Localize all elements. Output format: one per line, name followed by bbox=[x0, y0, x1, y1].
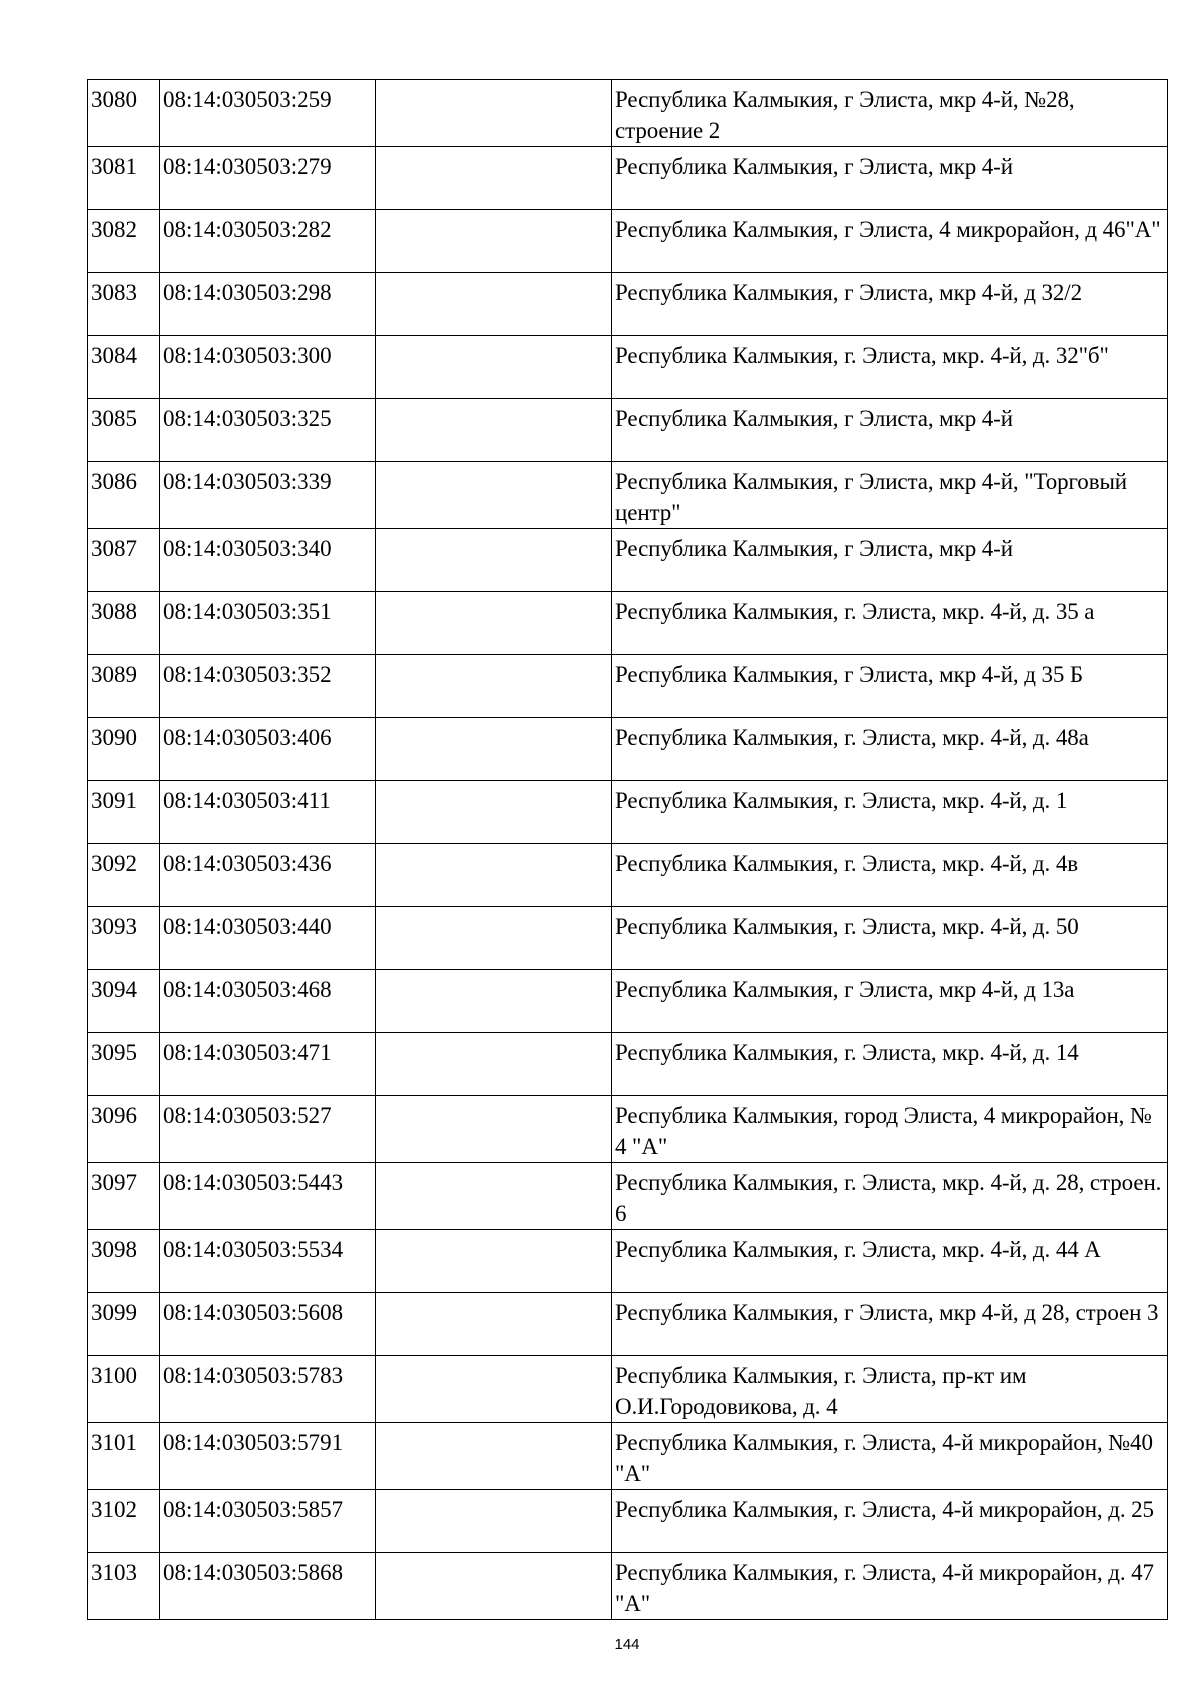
cell-empty bbox=[376, 1553, 612, 1620]
cell-cadastral-number: 08:14:030503:471 bbox=[160, 1033, 376, 1096]
cell-cadastral-number: 08:14:030503:5868 bbox=[160, 1553, 376, 1620]
cell-address: Республика Калмыкия, г. Элиста, 4-й микрорайон, д. 47 "А" bbox=[612, 1553, 1168, 1620]
cell-empty bbox=[376, 273, 612, 336]
table-row bbox=[88, 336, 1168, 399]
cell-empty bbox=[376, 1096, 612, 1163]
cell-address: Республика Калмыкия, г. Элиста, мкр. 4-й, д. 4в bbox=[612, 844, 1168, 907]
cell-row-number: 3088 bbox=[88, 592, 160, 655]
cell-empty bbox=[376, 1423, 612, 1490]
cell-row-number: 3086 bbox=[88, 462, 160, 529]
cell-row-number: 3085 bbox=[88, 399, 160, 462]
cell-address: Республика Калмыкия, г Элиста, мкр 4-й bbox=[612, 529, 1168, 592]
cell-address: Республика Калмыкия, г. Элиста, мкр. 4-й, д. 35 а bbox=[612, 592, 1168, 655]
table-row bbox=[88, 592, 1168, 655]
table-row bbox=[88, 1553, 1168, 1620]
registry-table bbox=[87, 79, 1168, 1620]
table-row bbox=[88, 80, 1168, 147]
cell-cadastral-number: 08:14:030503:5608 bbox=[160, 1293, 376, 1356]
cell-cadastral-number: 08:14:030503:339 bbox=[160, 462, 376, 529]
registry-table-body bbox=[88, 80, 1168, 1620]
cell-row-number: 3083 bbox=[88, 273, 160, 336]
cell-row-number: 3101 bbox=[88, 1423, 160, 1490]
table-row bbox=[88, 399, 1168, 462]
cell-cadastral-number: 08:14:030503:298 bbox=[160, 273, 376, 336]
cell-row-number: 3089 bbox=[88, 655, 160, 718]
table-row bbox=[88, 907, 1168, 970]
cell-address: Республика Калмыкия, г Элиста, мкр 4-й, д 32/2 bbox=[612, 273, 1168, 336]
cell-cadastral-number: 08:14:030503:5534 bbox=[160, 1230, 376, 1293]
table-row bbox=[88, 844, 1168, 907]
cell-row-number: 3093 bbox=[88, 907, 160, 970]
cell-cadastral-number: 08:14:030503:5857 bbox=[160, 1490, 376, 1553]
cell-row-number: 3095 bbox=[88, 1033, 160, 1096]
cell-address: Республика Калмыкия, г. Элиста, мкр. 4-й, д. 44 А bbox=[612, 1230, 1168, 1293]
cell-address: Республика Калмыкия, г. Элиста, мкр. 4-й, д. 28, строен. 6 bbox=[612, 1163, 1168, 1230]
cell-row-number: 3094 bbox=[88, 970, 160, 1033]
cell-cadastral-number: 08:14:030503:325 bbox=[160, 399, 376, 462]
cell-address: Республика Калмыкия, г. Элиста, мкр. 4-й, д. 50 bbox=[612, 907, 1168, 970]
page-number: 144 bbox=[614, 1636, 640, 1653]
cell-row-number: 3081 bbox=[88, 147, 160, 210]
table-row bbox=[88, 1163, 1168, 1230]
cell-row-number: 3084 bbox=[88, 336, 160, 399]
table-row bbox=[88, 1033, 1168, 1096]
table-row bbox=[88, 210, 1168, 273]
cell-empty bbox=[376, 1163, 612, 1230]
cell-address: Республика Калмыкия, г. Элиста, мкр. 4-й, д. 48а bbox=[612, 718, 1168, 781]
cell-empty bbox=[376, 781, 612, 844]
cell-cadastral-number: 08:14:030503:282 bbox=[160, 210, 376, 273]
cell-empty bbox=[376, 718, 612, 781]
cell-empty bbox=[376, 399, 612, 462]
table-row bbox=[88, 1230, 1168, 1293]
cell-address: Республика Калмыкия, г Элиста, 4 микрорайон, д 46"А" bbox=[612, 210, 1168, 273]
cell-row-number: 3096 bbox=[88, 1096, 160, 1163]
cell-cadastral-number: 08:14:030503:406 bbox=[160, 718, 376, 781]
table-row bbox=[88, 781, 1168, 844]
cell-cadastral-number: 08:14:030503:5443 bbox=[160, 1163, 376, 1230]
table-row bbox=[88, 1356, 1168, 1423]
cell-empty bbox=[376, 592, 612, 655]
cell-cadastral-number: 08:14:030503:436 bbox=[160, 844, 376, 907]
cell-empty bbox=[376, 844, 612, 907]
cell-address: Республика Калмыкия, г. Элиста, 4-й микрорайон, д. 25 bbox=[612, 1490, 1168, 1553]
cell-row-number: 3102 bbox=[88, 1490, 160, 1553]
cell-row-number: 3103 bbox=[88, 1553, 160, 1620]
cell-empty bbox=[376, 1033, 612, 1096]
table-row bbox=[88, 273, 1168, 336]
cell-address: Республика Калмыкия, г Элиста, мкр 4-й, д 13а bbox=[612, 970, 1168, 1033]
cell-row-number: 3099 bbox=[88, 1293, 160, 1356]
cell-empty bbox=[376, 529, 612, 592]
table-row bbox=[88, 147, 1168, 210]
cell-row-number: 3092 bbox=[88, 844, 160, 907]
cell-address: Республика Калмыкия, г Элиста, мкр 4-й, д 35 Б bbox=[612, 655, 1168, 718]
cell-address: Республика Калмыкия, г Элиста, мкр 4-й, "Торговый центр" bbox=[612, 462, 1168, 529]
cell-row-number: 3090 bbox=[88, 718, 160, 781]
table-row bbox=[88, 529, 1168, 592]
cell-empty bbox=[376, 907, 612, 970]
cell-cadastral-number: 08:14:030503:411 bbox=[160, 781, 376, 844]
cell-row-number: 3080 bbox=[88, 80, 160, 147]
cell-address: Республика Калмыкия, г Элиста, мкр 4-й, №28, строение 2 bbox=[612, 80, 1168, 147]
cell-cadastral-number: 08:14:030503:468 bbox=[160, 970, 376, 1033]
cell-empty bbox=[376, 336, 612, 399]
cell-cadastral-number: 08:14:030503:5783 bbox=[160, 1356, 376, 1423]
cell-address: Республика Калмыкия, г Элиста, мкр 4-й bbox=[612, 399, 1168, 462]
cell-address: Республика Калмыкия, г. Элиста, 4-й микрорайон, №40 "А" bbox=[612, 1423, 1168, 1490]
cell-address: Республика Калмыкия, г Элиста, мкр 4-й bbox=[612, 147, 1168, 210]
cell-cadastral-number: 08:14:030503:440 bbox=[160, 907, 376, 970]
cell-row-number: 3100 bbox=[88, 1356, 160, 1423]
cell-row-number: 3098 bbox=[88, 1230, 160, 1293]
table-row bbox=[88, 970, 1168, 1033]
cell-cadastral-number: 08:14:030503:279 bbox=[160, 147, 376, 210]
cell-address: Республика Калмыкия, г. Элиста, мкр. 4-й, д. 32"б" bbox=[612, 336, 1168, 399]
cell-empty bbox=[376, 1490, 612, 1553]
table-row bbox=[88, 655, 1168, 718]
cell-address: Республика Калмыкия, город Элиста, 4 микрорайон, № 4 "А" bbox=[612, 1096, 1168, 1163]
cell-empty bbox=[376, 1356, 612, 1423]
cell-empty bbox=[376, 147, 612, 210]
table-row bbox=[88, 1490, 1168, 1553]
cell-cadastral-number: 08:14:030503:352 bbox=[160, 655, 376, 718]
cell-cadastral-number: 08:14:030503:351 bbox=[160, 592, 376, 655]
cell-address: Республика Калмыкия, г. Элиста, мкр. 4-й, д. 1 bbox=[612, 781, 1168, 844]
cell-cadastral-number: 08:14:030503:259 bbox=[160, 80, 376, 147]
cell-cadastral-number: 08:14:030503:340 bbox=[160, 529, 376, 592]
cell-cadastral-number: 08:14:030503:5791 bbox=[160, 1423, 376, 1490]
cell-empty bbox=[376, 80, 612, 147]
cell-address: Республика Калмыкия, г Элиста, мкр 4-й, д 28, строен 3 bbox=[612, 1293, 1168, 1356]
cell-empty bbox=[376, 655, 612, 718]
cell-cadastral-number: 08:14:030503:527 bbox=[160, 1096, 376, 1163]
cell-empty bbox=[376, 210, 612, 273]
cell-address: Республика Калмыкия, г. Элиста, пр-кт им О.И.Городовикова, д. 4 bbox=[612, 1356, 1168, 1423]
cell-empty bbox=[376, 462, 612, 529]
table-row bbox=[88, 1096, 1168, 1163]
table-row bbox=[88, 718, 1168, 781]
cell-row-number: 3082 bbox=[88, 210, 160, 273]
cell-empty bbox=[376, 970, 612, 1033]
cell-address: Республика Калмыкия, г. Элиста, мкр. 4-й, д. 14 bbox=[612, 1033, 1168, 1096]
cell-row-number: 3087 bbox=[88, 529, 160, 592]
cell-empty bbox=[376, 1293, 612, 1356]
table-row bbox=[88, 1423, 1168, 1490]
cell-row-number: 3091 bbox=[88, 781, 160, 844]
cell-row-number: 3097 bbox=[88, 1163, 160, 1230]
table-row bbox=[88, 1293, 1168, 1356]
cell-empty bbox=[376, 1230, 612, 1293]
table-row bbox=[88, 462, 1168, 529]
cell-cadastral-number: 08:14:030503:300 bbox=[160, 336, 376, 399]
